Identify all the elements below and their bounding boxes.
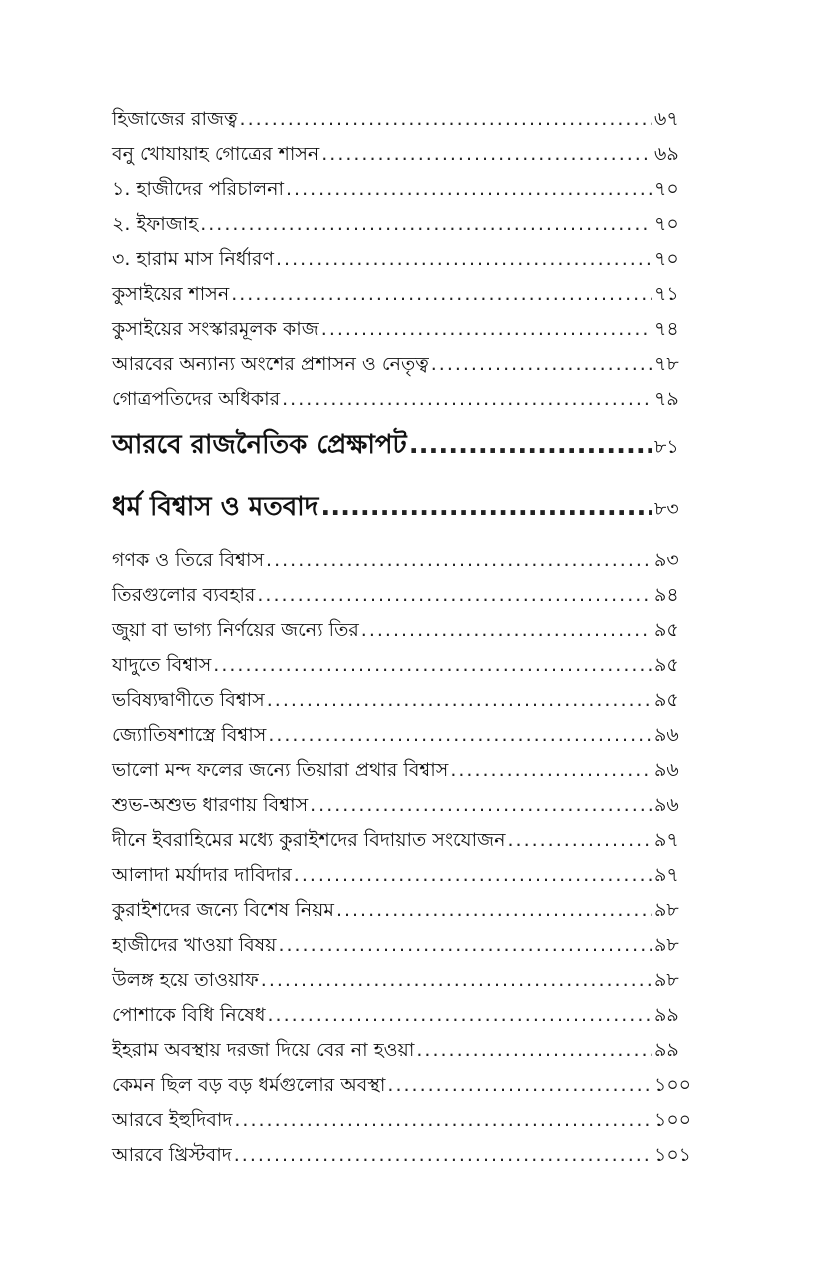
dot-leader [234, 1103, 652, 1138]
toc-entry-title: বনু খোযায়াহ গোত্রের শাসন [112, 143, 320, 165]
dot-leader [276, 242, 652, 277]
toc-entry-page: ৯৯ [654, 1004, 679, 1026]
toc-entry [112, 928, 692, 963]
dot-leader [294, 858, 652, 893]
dot-leader [200, 207, 652, 242]
toc-entry-title: তিরগুলোর ব্যবহার [112, 584, 256, 606]
toc-entry-page: ৯৬ [654, 759, 679, 781]
dot-leader [321, 137, 652, 172]
dot-leader [261, 963, 652, 998]
toc-entry [112, 207, 692, 242]
toc-entry-page: ৭০ [654, 213, 679, 235]
dot-leader [257, 578, 652, 613]
toc-entry-title: কুসাইয়ের সংস্কারমূলক কাজ [112, 318, 319, 340]
dot-leader [268, 718, 652, 753]
dot-leader [450, 753, 652, 788]
toc-entry [112, 382, 692, 417]
dot-leader [266, 543, 652, 578]
toc-entry-title: আরবে ইহুদিবাদ [112, 1109, 233, 1131]
toc-chapter-heading [112, 421, 692, 469]
toc-entry [112, 613, 692, 648]
toc-entry-title: হাজীদের খাওয়া বিষয় [112, 934, 277, 956]
toc-entry [112, 1138, 692, 1173]
dot-leader [282, 382, 652, 417]
toc-entry-title: ভবিষ্যদ্বাণীতে বিশ্বাস [112, 689, 265, 711]
toc-entry-page: ৭০ [654, 178, 679, 200]
dot-leader [431, 347, 652, 382]
toc-entry-title: দীনে ইবরাহিমের মধ্যে কুরাইশদের বিদায়াত সংযোজন [112, 829, 506, 851]
toc-entry-page: ৯৮ [654, 969, 679, 991]
toc-entry [112, 578, 692, 613]
toc-entry-page: ৭৯ [654, 388, 679, 410]
toc-entry-title: হিজাজের রাজত্ব [112, 108, 238, 130]
toc-entry-page: ৯৫ [654, 654, 679, 676]
toc-entry-page: ১০০ [654, 1109, 692, 1131]
toc-chapter-page: ৮১ [654, 436, 679, 458]
spacer [112, 531, 692, 543]
toc-entry-title: গণক ও তিরে বিশ্বাস [112, 549, 265, 571]
toc-entry-title: ২. ইফাজাহ [112, 213, 199, 235]
toc-entry-page: ১০১ [654, 1144, 692, 1166]
toc-entry-page: ১০০ [654, 1074, 692, 1096]
toc-entry-title: আলাদা মর্যাদার দাবিদার [112, 864, 292, 886]
toc-entry [112, 137, 692, 172]
toc-entry-title: উলঙ্গ হয়ে তাওয়াফ [112, 969, 259, 991]
toc-entry [112, 312, 692, 347]
dot-leader [409, 421, 652, 469]
toc-entry-page: ৭১ [654, 283, 679, 305]
toc-entry-page: ৯৮ [654, 899, 679, 921]
toc-entry [112, 242, 692, 277]
toc-entry [112, 998, 692, 1033]
toc-entry [112, 823, 692, 858]
toc-entry-title: ইহরাম অবস্থায় দরজা দিয়ে বের না হওয়া [112, 1039, 415, 1061]
toc-entry-title: ভালো মন্দ ফলের জন্যে তিয়ারা প্রথার বিশ্বাস [112, 759, 449, 781]
toc-entry-title: শুভ-অশুভ ধারণায় বিশ্বাস [112, 794, 309, 816]
toc-entry-title: যাদুতে বিশ্বাস [112, 654, 212, 676]
toc-entry [112, 893, 692, 928]
toc-entry-title: ১. হাজীদের পরিচালনা [112, 178, 284, 200]
dot-leader [361, 613, 652, 648]
toc-entry-page: ৭৮ [654, 353, 679, 375]
toc-entry [112, 648, 692, 683]
toc-chapter-title: ধর্ম বিশ্বাস ও মতবাদ [112, 492, 319, 522]
toc-entry-page: ৯৬ [654, 794, 679, 816]
toc-entry [112, 753, 692, 788]
toc-entry-title: পোশাকে বিধি নিষেধ [112, 1004, 266, 1026]
toc-entry-title: আরবে খ্রিস্টবাদ [112, 1144, 232, 1166]
toc-entry [112, 963, 692, 998]
toc-entry [112, 683, 692, 718]
dot-leader [336, 893, 652, 928]
toc-entry-page: ৯৯ [654, 1039, 679, 1061]
toc-entry [112, 1103, 692, 1138]
dot-leader [213, 648, 652, 683]
dot-leader [240, 102, 652, 137]
toc-entry [112, 858, 692, 893]
dot-leader [231, 277, 652, 312]
dot-leader [278, 928, 652, 963]
dot-leader [267, 683, 652, 718]
toc-entry [112, 543, 692, 578]
dot-leader [320, 483, 652, 531]
dot-leader [234, 1138, 652, 1173]
toc-entry-page: ৯৭ [654, 864, 679, 886]
dot-leader [310, 788, 652, 823]
toc-entry-page: ৬৯ [654, 143, 679, 165]
toc-entry-title: কুসাইয়ের শাসন [112, 283, 230, 305]
toc-entry [112, 102, 692, 137]
toc-entry [112, 347, 692, 382]
toc-entry-title: কুরাইশদের জন্যে বিশেষ নিয়ম [112, 899, 334, 921]
toc-entry [112, 172, 692, 207]
toc-entry-title: জুয়া বা ভাগ্য নির্ণয়ের জন্যে তির [112, 619, 359, 641]
toc-entry-title: আরবের অন্যান্য অংশের প্রশাসন ও নেতৃত্ব [112, 353, 429, 375]
dot-leader [286, 172, 652, 207]
toc-entry [112, 277, 692, 312]
toc-chapter-title: আরবে রাজনৈতিক প্রেক্ষাপট [112, 430, 407, 460]
toc-entry [112, 1033, 692, 1068]
toc-entry-title: ৩. হারাম মাস নির্ধারণ [112, 248, 275, 270]
toc-entry-page: ৯৩ [654, 549, 679, 571]
toc-entry-page: ৬৭ [654, 108, 679, 130]
toc-entry-page: ৯৬ [654, 724, 679, 746]
toc-entry-page: ৯৮ [654, 934, 679, 956]
toc-entry [112, 718, 692, 753]
toc-entry-title: গোত্রপতিদের অধিকার [112, 388, 281, 410]
dot-leader [268, 998, 652, 1033]
toc-entry [112, 788, 692, 823]
toc-entry-title: জ্যোতিষশাস্ত্রে বিশ্বাস [112, 724, 267, 746]
dot-leader [387, 1068, 652, 1103]
toc-entry-page: ৯৪ [654, 584, 679, 606]
toc-entry-page: ৯৫ [654, 619, 679, 641]
toc-chapter-page: ৮৩ [654, 498, 679, 520]
toc-entry-page: ৯৫ [654, 689, 679, 711]
dot-leader [321, 312, 652, 347]
spacer [112, 469, 692, 483]
toc-chapter-heading [112, 483, 692, 531]
dot-leader [507, 823, 652, 858]
toc-entry [112, 1068, 692, 1103]
toc-entry-page: ৭০ [654, 248, 679, 270]
toc-entry-page: ৭৪ [654, 318, 679, 340]
toc-entry-title: কেমন ছিল বড় বড় ধর্মগুলোর অবস্থা [112, 1074, 386, 1096]
table-of-contents [112, 102, 692, 1173]
dot-leader [416, 1033, 652, 1068]
toc-entry-page: ৯৭ [654, 829, 679, 851]
